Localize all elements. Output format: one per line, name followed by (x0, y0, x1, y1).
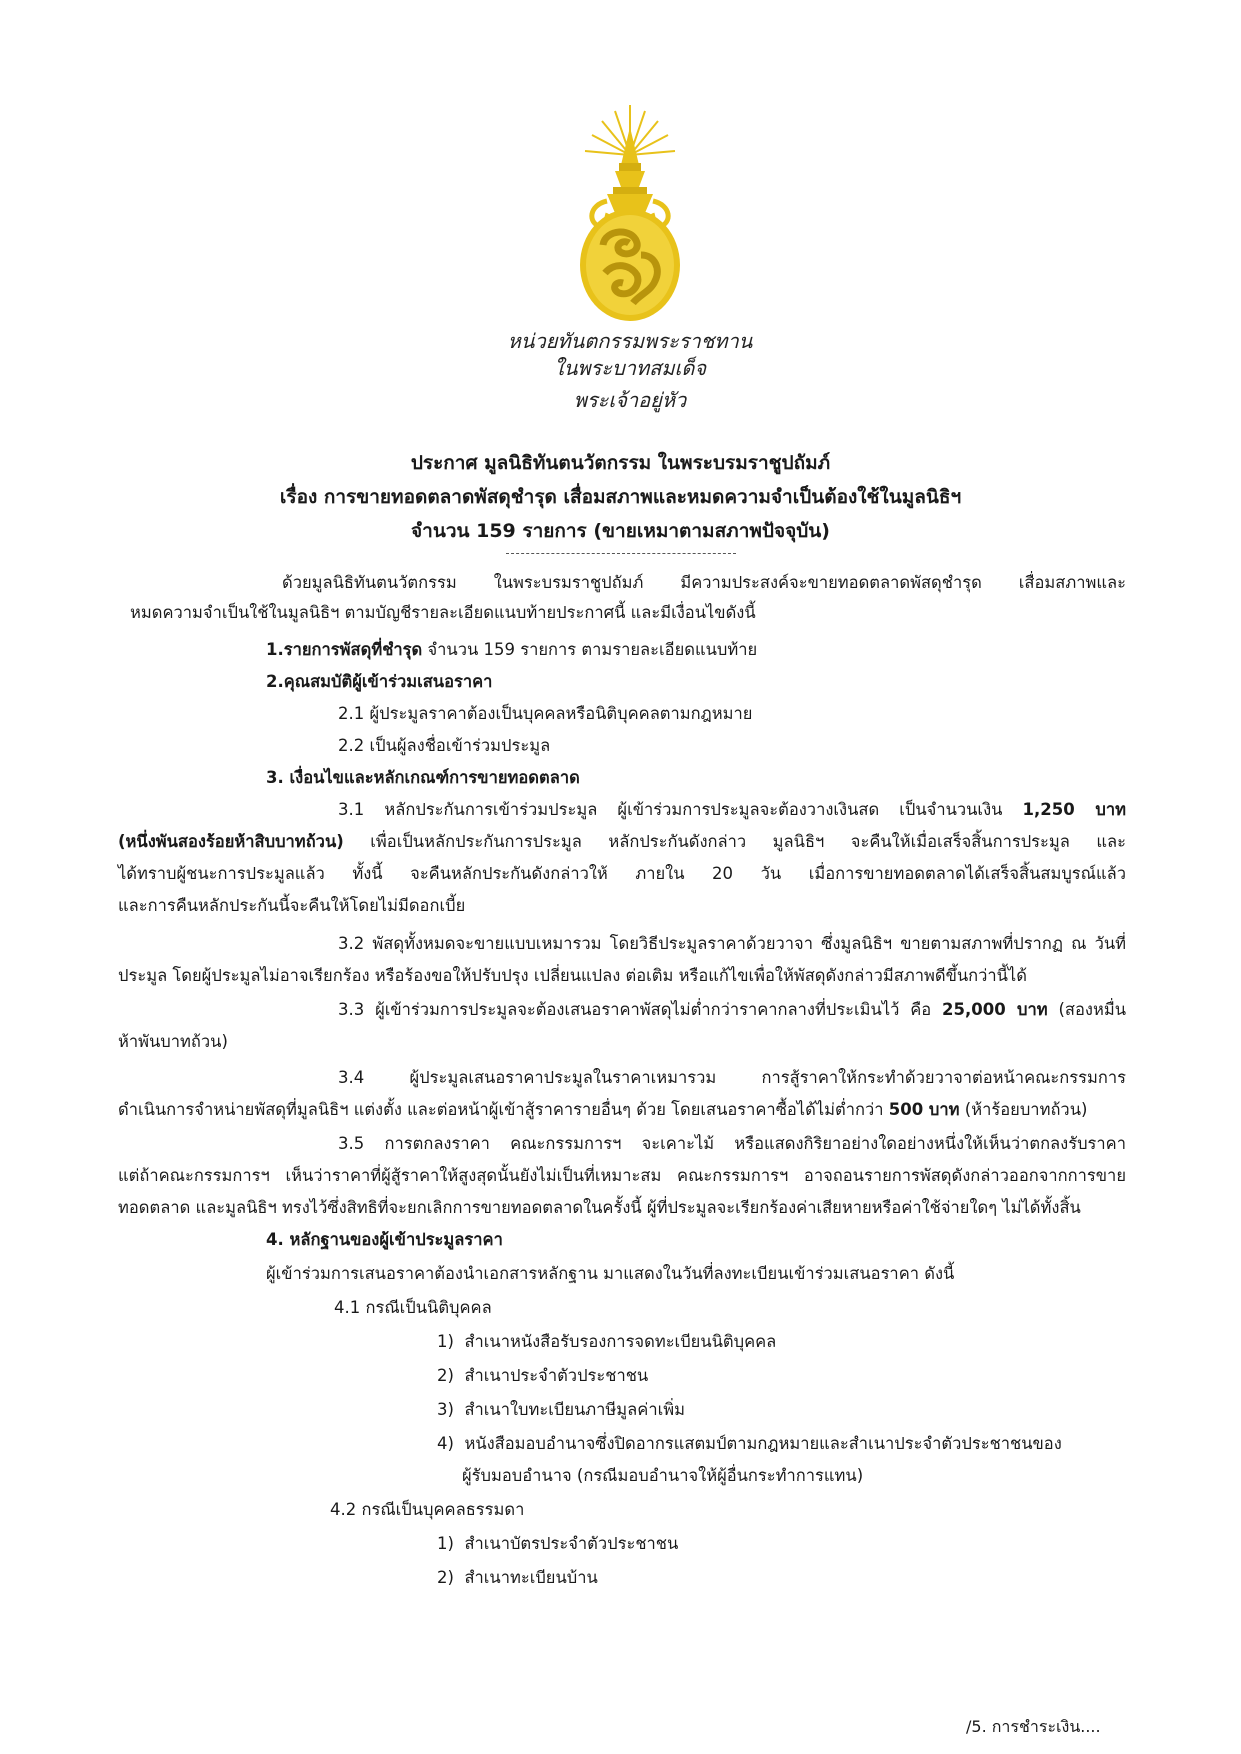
clause-3-1-line2 (118, 832, 1126, 852)
clause-3-5-line2: แต่ถ้าคณะกรรมการฯ เห็นว่าราคาที่ผู้สู้ราคาให้สูงสุดนั้นยังไม่เป็นที่เหมาะสม คณะกรรมการฯ อาจถอนรายการพัสดุดังกล่าวออกจากการขาย (118, 1166, 1126, 1185)
intro-line1: ด้วยมูลนิธิทันตนวัตกรรม ในพระบรมราชูปถัมภ์ มีความประสงค์จะขายทอดตลาดพัสดุชำรุด เสื่อมสภาพและ (282, 573, 1126, 592)
royal-emblem-logo (575, 105, 685, 323)
section4-sub2: 4.2 กรณีเป็นบุคคลธรรมดา (330, 1500, 525, 1519)
clause-3-1-text: 3.1 หลักประกันการเข้าร่วมประมูล ผู้เข้าร่วมการประมูลจะต้องวางเงินสด เป็นจำนวนเงิน (338, 800, 1023, 819)
clause-3-1-line3: ได้ทราบผู้ชนะการประมูลแล้ว ทั้งนี้ จะคืนหลักประกันดังกล่าวให้ ภายใน 20 วัน เมื่อการขายทอดตลาดได้เสร็จสิ้นสมบูรณ์แล้ว (118, 864, 1126, 883)
unit-name-line1: หน่วยทันตกรรมพระราชทาน (507, 329, 753, 353)
list-item: 3) สำเนาใบทะเบียนภาษีมูลค่าเพิ่ม (437, 1400, 685, 1419)
section4-heading: 4. หลักฐานของผู้เข้าประมูลราคา (266, 1230, 503, 1249)
deposit-amount-words: (หนึ่งพันสองร้อยห้าสิบบาทถ้วน) (118, 832, 344, 851)
clause-3-3-text: 3.3 ผู้เข้าร่วมการประมูลจะต้องเสนอราคาพัสดุไม่ต่ำกว่าราคากลางที่ประเมินไว้ คือ (338, 1000, 943, 1019)
list-item: 1) สำเนาหนังสือรับรองการจดทะเบียนนิติบุคคล (437, 1332, 777, 1351)
list-item: 4) หนังสือมอบอำนาจซึ่งปิดอากรแสตมป์ตามกฎหมายและสำเนาประจำตัวประชาชนของ (437, 1434, 1062, 1453)
section1-heading: 1.รายการพัสดุที่ชำรุด (266, 640, 423, 659)
next-page-marker: /5. การชำระเงิน.... (966, 1717, 1101, 1736)
clause-3-4-text: ดำเนินการจำหน่ายพัสดุที่มูลนิธิฯ แต่งตั้ง และต่อหน้าผู้เข้าสู้ราคารายอื่นๆ ด้วย โดยเสนอราคาซื้อได้ไม่ต่ำกว่า (118, 1100, 889, 1119)
section2-heading: 2.คุณสมบัติผู้เข้าร่วมเสนอราคา (266, 672, 493, 691)
section4-sub1: 4.1 กรณีเป็นนิติบุคคล (334, 1298, 492, 1317)
list-item: 2) สำเนาประจำตัวประชาชน (437, 1366, 649, 1385)
section2-item2: 2.2 เป็นผู้ลงชื่อเข้าร่วมประมูล (338, 736, 551, 755)
clause-3-5-line1: 3.5 การตกลงราคา คณะกรรมการฯ จะเคาะไม้ หรือแสดงกิริยาอย่างใดอย่างหนึ่งให้เห็นว่าตกลงรับราคา (338, 1134, 1126, 1153)
clause-3-1-text-cont: เพื่อเป็นหลักประกันการประมูล หลักประกันดังกล่าว มูลนิธิฯ จะคืนให้เมื่อเสร็จสิ้นการประมูล และ (343, 832, 1126, 851)
clause-3-3-line2: ห้าพันบาทถ้วน) (118, 1032, 228, 1051)
announcement-title-line1: ประกาศ มูลนิธิทันตนวัตกรรม ในพระบรมราชูปถัมภ์ (410, 452, 831, 474)
section2-item1: 2.1 ผู้ประมูลราคาต้องเป็นบุคคลหรือนิติบุคคลตามกฎหมาย (338, 704, 753, 723)
announcement-title-line3: จำนวน 159 รายการ (ขายเหมาตามสภาพปัจจุบัน) (411, 520, 830, 542)
list-item-continuation: ผู้รับมอบอำนาจ (กรณีมอบอำนาจให้ผู้อื่นกระทำการแทน) (462, 1466, 864, 1485)
unit-name-line2: ในพระบาทสมเด็จพระเจ้าอยู่หัว (553, 356, 707, 412)
section1-text: จำนวน 159 รายการ ตามรายละเอียดแนบท้าย (422, 640, 758, 659)
intro-line2: หมดความจำเป็นใช้ในมูลนิธิฯ ตามบัญชีรายละเอียดแนบท้ายประกาศนี้ และมีเงื่อนไขดังนี้ (130, 603, 756, 622)
clause-3-5-line3: ทอดตลาด และมูลนิธิฯ ทรงไว้ซึ่งสิทธิที่จะยกเลิกการขายทอดตลาดในครั้งนี้ ผู้ที่ประมูลจะเรียกร้องค่าเสียหายหรือค่าใช้จ่ายใดๆ ไม่ได้ทั้งสิ้น (118, 1198, 1081, 1217)
section4-intro: ผู้เข้าร่วมการเสนอราคาต้องนำเอกสารหลักฐาน มาแสดงในวันที่ลงทะเบียนเข้าร่วมเสนอราคา ดังนี้ (266, 1264, 955, 1283)
minimum-bid-words: (ห้าร้อยบาทถ้วน) (959, 1100, 1088, 1119)
list-item: 2) สำเนาทะเบียนบ้าน (437, 1568, 598, 1587)
announcement-title-line2: เรื่อง การขายทอดตลาดพัสดุชำรุด เสื่อมสภาพและหมดความจำเป็นต้องใช้ในมูลนิธิฯ (279, 486, 962, 508)
deposit-amount: 1,250 บาท (1022, 800, 1126, 819)
clause-3-3-line1 (338, 1000, 1126, 1020)
clause-3-2-line2: ประมูล โดยผู้ประมูลไม่อาจเรียกร้อง หรือร้องขอให้ปรับปรุง เปลี่ยนแปลง ต่อเติม หรือแก้ไขเพื่อให้พัสดุดังกล่าวมีสภาพดีขึ้นกว่านี้ได้ (118, 966, 1027, 985)
clause-3-1-line1 (338, 800, 1126, 820)
section1-line (266, 640, 757, 660)
clause-3-2-line1: 3.2 พัสดุทั้งหมดจะขายแบบเหมารวม โดยวิธีประมูลราคาด้วยวาจา ซึ่งมูลนิธิฯ ขายตามสภาพที่ปรากฏ ณ วันที่ (338, 934, 1126, 953)
reserve-price: 25,000 บาท (942, 1000, 1048, 1019)
title-divider (506, 553, 736, 554)
clause-3-4-line1: 3.4 ผู้ประมูลเสนอราคาประมูลในราคาเหมารวม การสู้ราคาให้กระทำด้วยวาจาต่อหน้าคณะกรรมการ (338, 1068, 1126, 1087)
section3-heading: 3. เงื่อนไขและหลักเกณฑ์การขายทอดตลาด (266, 768, 580, 787)
list-item: 1) สำเนาบัตรประจำตัวประชาชน (437, 1534, 679, 1553)
reserve-price-words: (สองหมื่น (1047, 1000, 1126, 1019)
clause-3-1-line4: และการคืนหลักประกันนี้จะคืนให้โดยไม่มีดอกเบี้ย (118, 896, 466, 915)
clause-3-4-line2 (118, 1100, 1087, 1120)
minimum-bid: 500 บาท (888, 1100, 960, 1119)
